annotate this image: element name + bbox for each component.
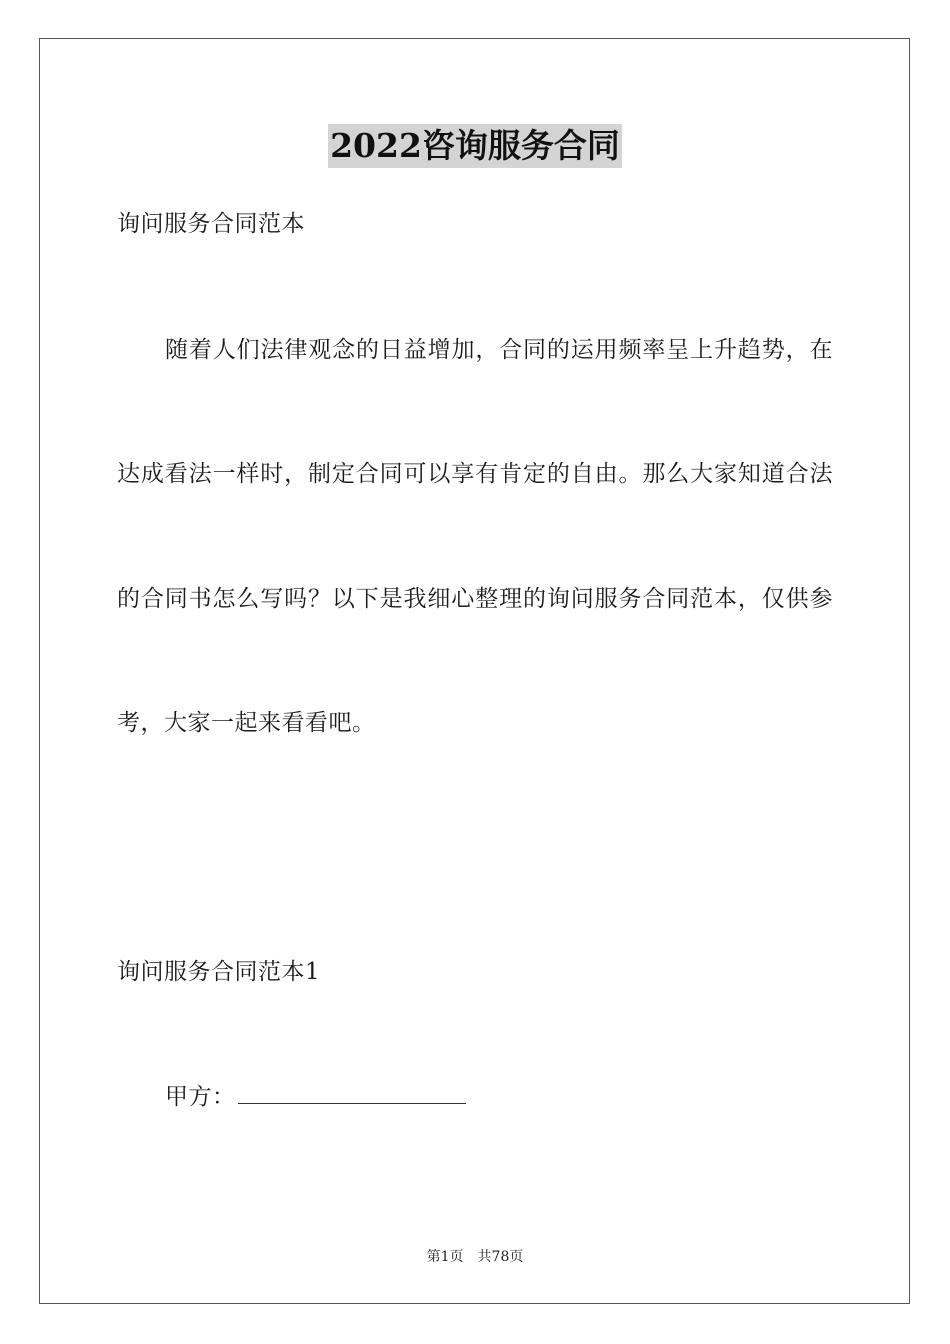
intro-line-4: 考，大家一起来看看吧。 (117, 710, 376, 736)
section-heading: 询问服务合同范本1 (117, 959, 321, 985)
title-container (0, 124, 950, 168)
page-footer (0, 1246, 950, 1266)
party-a-row (117, 1081, 833, 1113)
document-subtitle: 询问服务合同范本 (117, 211, 305, 237)
intro-line-2: 达成看法一样时，制定合同可以享有肯定的自由。那么大家知道合法 (117, 461, 833, 487)
intro-line-3: 的合同书怎么写吗？以下是我细心整理的询问服务合同范本，仅供参 (117, 586, 833, 612)
page-number-total: 共78页 (477, 1249, 524, 1265)
intro-line-1: 随着人们法律观念的日益增加，合同的运用频率呈上升趋势，在 (165, 337, 833, 363)
party-a-label: 甲方： (165, 1084, 236, 1110)
document-title: 2022咨询服务合同 (328, 124, 622, 168)
party-a-blank-line (238, 1083, 466, 1104)
page-number-current: 第1页 (426, 1249, 464, 1265)
